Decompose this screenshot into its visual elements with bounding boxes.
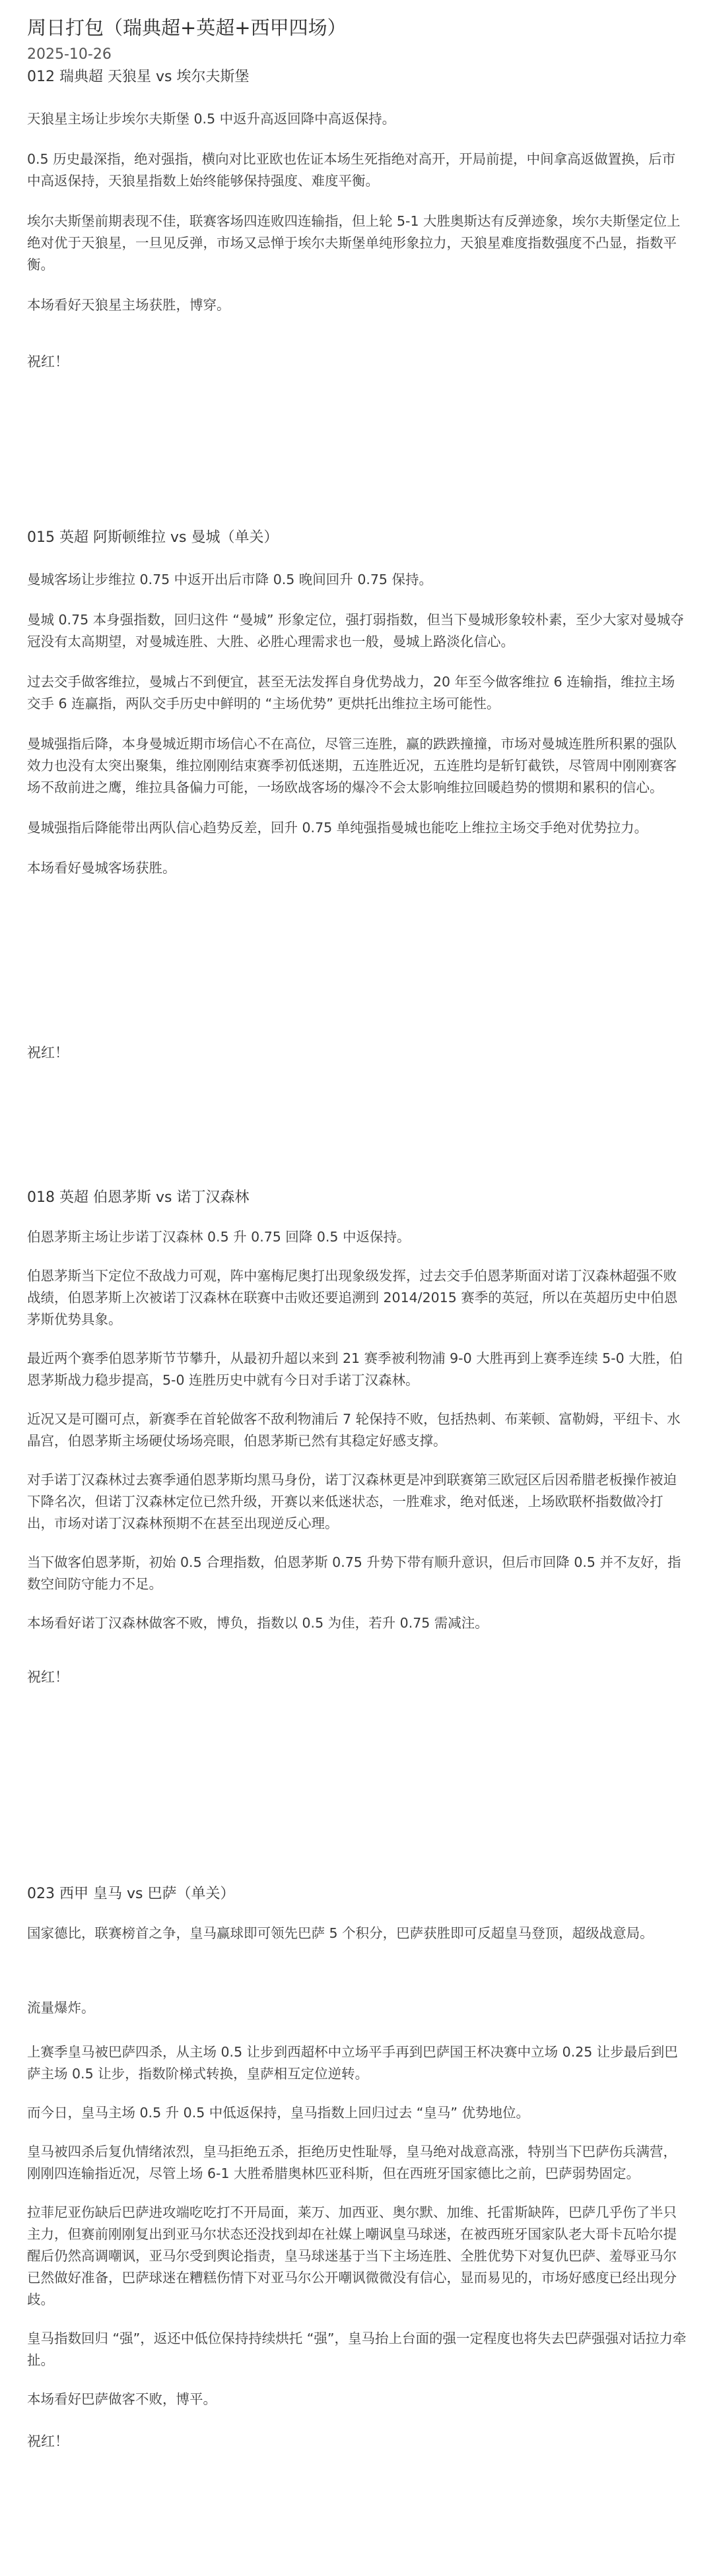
analysis-paragraph: 过去交手做客维拉，曼城占不到便宜，甚至无法发挥自身优势战力，20 年至今做客维拉 6 连输指，维拉主场交手 6 连赢指，两队交手历史中鲜明的 “主场优势” 更烘托出维拉主场可能性。 [27, 674, 675, 711]
analysis-paragraph: 本场看好诺丁汉森林做客不败，博负，指数以 0.5 为佳，若升 0.75 需减注。 [27, 1615, 489, 1631]
analysis-paragraph: 流量爆炸。 [27, 2000, 95, 2016]
article-header [27, 15, 687, 65]
analysis-paragraph: 伯恩茅斯主场让步诺丁汉森林 0.5 升 0.75 回降 0.5 中返保持。 [27, 1229, 411, 1245]
analysis-paragraph: 当下做客伯恩茅斯，初始 0.5 合理指数，伯恩茅斯 0.75 升势下带有顺升意识，但后市回降 0.5 并不友好，指数空间防守能力不足。 [27, 1554, 681, 1592]
signoff-text: 祝红！ [27, 1669, 69, 1685]
analysis-paragraph: 而今日，皇马主场 0.5 升 0.5 中低返保持，皇马指数上回归过去 “皇马” 优势地位。 [27, 2105, 530, 2121]
analysis-paragraph: 皇马被四杀后复仇情绪浓烈，皇马拒绝五杀，拒绝历史性耻辱，皇马绝对战意高涨，特别当下巴萨伤兵满营，刚刚四连输指近况，尽管上场 6-1 大胜希腊奥林匹亚科斯，但在西班牙国家德比之前，巴萨弱势固定。 [27, 2144, 677, 2181]
analysis-paragraph: 上赛季皇马被巴萨四杀，从主场 0.5 让步到西超杯中立场平手再到巴萨国王杯决赛中立场 0.25 让步最后到巴萨主场 0.5 让步，指数阶梯式转换，皇萨相互定位逆转。 [27, 2044, 678, 2082]
analysis-paragraph: 本场看好曼城客场获胜。 [27, 860, 176, 876]
match-title: 015 英超 阿斯顿维拉 vs 曼城（单关） [27, 529, 279, 546]
match-section-018 [27, 1188, 687, 1687]
analysis-paragraph: 本场看好天狼星主场获胜，博穿。 [27, 297, 230, 313]
match-title: 018 英超 伯恩茅斯 vs 诺丁汉森林 [27, 1189, 250, 1206]
analysis-paragraph: 最近两个赛季伯恩茅斯节节攀升，从最初升超以来到 21 赛季被利物浦 9-0 大胜再到上赛季连续 5-0 大胜，伯恩茅斯战力稳步提高，5-0 连胜历史中就有今日对手诺丁汉森林。 [27, 1350, 683, 1388]
analysis-paragraph: 埃尔夫斯堡前期表现不佳，联赛客场四连败四连输指，但上轮 5-1 大胜奥斯达有反弹迹象，埃尔夫斯堡定位上绝对优于天狼星，一旦见反弹，市场又忌惮于埃尔夫斯堡单纯形象拉力，天狼星难度指数强度不凸显，指数平衡。 [27, 213, 681, 273]
match-title: 012 瑞典超 天狼星 vs 埃尔夫斯堡 [27, 69, 250, 85]
analysis-paragraph: 拉菲尼亚伤缺后巴萨进攻端吃吃打不开局面，莱万、加西亚、奥尔默、加维、托雷斯缺阵，巴萨几乎伤了半只主力，但赛前刚刚复出到亚马尔状态还没找到却在社媒上嘲讽皇马球迷，在被西班牙国家队老大哥卡瓦哈尔提醒后仍然高调嘲讽，亚马尔受到舆论指责，皇马球迷基于当下主场连胜、全胜优势下对复仇巴萨、羞辱亚马尔已然做好准备，巴萨球迷在糟糕伤情下对亚马尔公开嘲讽微微没有信心，显而易见的，市场好感度已经出现分歧。 [27, 2204, 677, 2307]
match-section-012 [27, 67, 687, 372]
analysis-paragraph: 对手诺丁汉森林过去赛季通伯恩茅斯均黑马身份，诺丁汉森林更是冲到联赛第三欧冠区后因希腊老板操作被迫下降名次，但诺丁汉森林定位已然升级，开赛以来低迷状态，一胜难求，绝对低迷，上场欧联杯指数做冷打出，市场对诺丁汉森林预期不在甚至出现逆反心理。 [27, 1472, 677, 1531]
analysis-paragraph: 近况又是可圈可点，新赛季在首轮做客不敌利物浦后 7 轮保持不败，包括热刺、布莱顿、富勒姆，平纽卡、水晶宫，伯恩茅斯主场硬仗场场亮眼，伯恩茅斯已然有其稳定好感支撑。 [27, 1411, 681, 1449]
analysis-paragraph: 皇马指数回归 “强”，返还中低位保持持续烘托 “强”，皇马抬上台面的强一定程度也将失去巴萨强强对话拉力牵扯。 [27, 2330, 687, 2368]
analysis-paragraph: 伯恩茅斯当下定位不敌战力可观，阵中塞梅尼奥打出现象级发挥，过去交手伯恩茅斯面对诺丁汉森林超强不败战绩，伯恩茅斯上次被诺丁汉森林在联赛中击败还要追溯到 2014/2015 赛季的英冠，所以在英超历史中伯恩茅斯优势具象。 [27, 1268, 678, 1327]
analysis-paragraph: 曼城客场让步维拉 0.75 中返开出后市降 0.5 晚间回升 0.75 保持。 [27, 572, 432, 587]
analysis-paragraph: 曼城 0.75 本身强指数，回归这件 “曼城” 形象定位，强打弱指数，但当下曼城形象较朴素，至少大家对曼城夺冠没有太高期望，对曼城连胜、大胜、必胜心理需求也一般，曼城上路淡化信心。 [27, 612, 684, 649]
match-section-023 [27, 1884, 687, 2451]
analysis-paragraph: 曼城强指后降能带出两队信心趋势反差，回升 0.75 单纯强指曼城也能吃上维拉主场交手绝对优势拉力。 [27, 820, 648, 836]
analysis-paragraph: 曼城强指后降，本身曼城近期市场信心不在高位，尽管三连胜，赢的跌跌撞撞，市场对曼城连胜所积累的强队效力也没有太突出聚集，维拉刚刚结束赛季初低迷期，五连胜近况，五连胜均是斩钉截铁，尽管周中刚刚赛客场不敌前进之鹰，维拉具备偏力可能，一场欧战客场的爆冷不会太影响维拉回暖趋势的惯期和累积的信心。 [27, 736, 677, 795]
analysis-paragraph: 国家德比，联赛榜首之争，皇马赢球即可领先巴萨 5 个积分，巴萨获胜即可反超皇马登顶，超级战意局。 [27, 1925, 654, 1941]
publish-date: 2025-10-26 [27, 46, 112, 63]
signoff-text: 祝红！ [27, 354, 69, 370]
match-title: 023 西甲 皇马 vs 巴萨（单关） [27, 1886, 235, 1902]
analysis-paragraph: 0.5 历史最深指，绝对强指，横向对比亚欧也佐证本场生死指绝对高开，开局前提，中间拿高返做置换，后市中高返保持，天狼星指数上始终能够保持强度、难度平衡。 [27, 151, 676, 189]
match-section-015 [27, 528, 687, 879]
signoff-text: 祝红！ [27, 2433, 69, 2449]
analysis-paragraph: 天狼星主场让步埃尔夫斯堡 0.5 中返升高返回降中高返保持。 [27, 111, 396, 127]
analysis-paragraph: 本场看好巴萨做客不败，博平。 [27, 2391, 217, 2407]
signoff-text: 祝红！ [27, 1045, 69, 1061]
page-title: 周日打包（瑞典超+英超+西甲四场） [27, 17, 347, 39]
